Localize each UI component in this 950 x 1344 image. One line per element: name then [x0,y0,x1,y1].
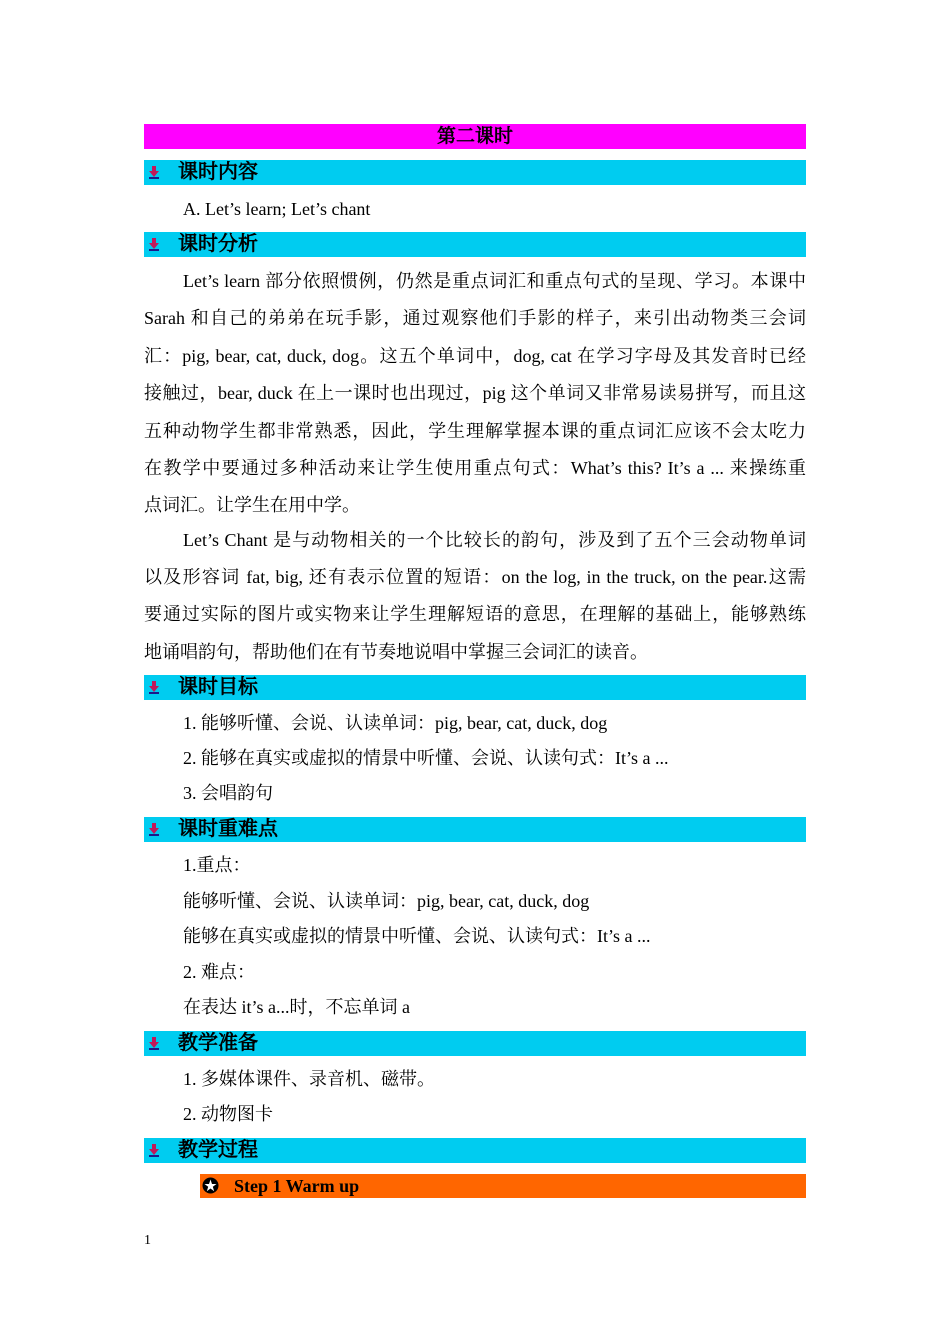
key-point-line: 能够在真实或虚拟的情景中听懂、会说、认读句式：It’s a ... [183,926,651,946]
section-heading: 教学准备 [178,1032,258,1054]
key-point-line: 1.重点： [183,855,251,875]
down-arrow-bullet-icon [148,1037,160,1050]
key-point-line: 能够听懂、会说、认读单词：pig, bear, cat, duck, dog [183,891,590,911]
down-arrow-bullet-icon [148,238,160,251]
goal-line: 2. 能够在真实或虚拟的情景中听懂、会说、认读句式：It’s a ... [183,748,669,768]
analysis-line: Let’s learn 部分依照惯例，仍然是重点词汇和重点句式的呈现、学习。本课中 [183,271,806,291]
key-point-line: 2. 难点： [183,962,255,982]
analysis-line: 五种动物学生都非常熟悉，因此，学生理解掌握本课的重点词汇应该不会太吃力 [144,421,806,441]
analysis-line: 汇：pig, bear, cat, duck, dog。这五个单词中，dog, cat 在学习字母及其发音时已经 [144,346,806,366]
section-heading: 课时分析 [178,233,258,255]
section-header-goals [144,675,806,700]
analysis-line: Sarah 和自己的弟弟在玩手影，通过观察他们手影的样子，来引出动物类三会词 [144,308,806,328]
goal-line: 1. 能够听懂、会说、认读单词：pig, bear, cat, duck, dog [183,713,608,733]
section-header-prep [144,1031,806,1056]
section-heading: 教学过程 [178,1139,258,1161]
analysis-line: 地诵唱韵句，帮助他们在有节奏地说唱中掌握三会词汇的读音。 [144,642,648,662]
prep-line: 2. 动物图卡 [183,1104,273,1124]
step-title: Step 1 Warm up [234,1176,360,1196]
down-arrow-bullet-icon [148,823,160,836]
analysis-line: 以及形容词 fat, big, 还有表示位置的短语：on the log, in the truck, on the pear.这需 [144,567,806,587]
section-heading: 课时目标 [178,676,258,698]
analysis-line: Let’s Chant 是与动物相关的一个比较长的韵句，涉及到了五个三会动物单词 [183,530,806,550]
section-header-content [144,160,806,185]
section-header-analysis [144,232,806,257]
page-number: 1 [144,1233,151,1248]
section-header-process [144,1138,806,1163]
goal-line: 3. 会唱韵句 [183,783,273,803]
key-point-line: 在表达 it’s a...时，不忘单词 a [183,997,410,1017]
content-line: A. Let’s learn; Let’s chant [183,199,371,219]
down-arrow-bullet-icon [148,1144,160,1157]
step-header [200,1174,806,1198]
analysis-line: 接触过，bear, duck 在上一课时也出现过，pig 这个单词又非常易读易拼写，而且这 [144,383,806,403]
section-heading: 课时内容 [178,161,258,183]
analysis-line: 要通过实际的图片或实物来让学生理解短语的意思，在理解的基础上，能够熟练 [144,604,806,624]
analysis-line: 在教学中要通过多种活动来让学生使用重点句式：What’s this? It’s a ... 来操练重 [144,458,806,478]
analysis-line: 点词汇。让学生在用中学。 [144,495,360,515]
prep-line: 1. 多媒体课件、录音机、磁带。 [183,1069,435,1089]
star-circle-icon [202,1177,219,1194]
section-heading: 课时重难点 [178,818,278,840]
down-arrow-bullet-icon [148,166,160,179]
down-arrow-bullet-icon [148,681,160,694]
section-header-key-points [144,817,806,842]
lesson-title: 第二课时 [144,124,806,149]
